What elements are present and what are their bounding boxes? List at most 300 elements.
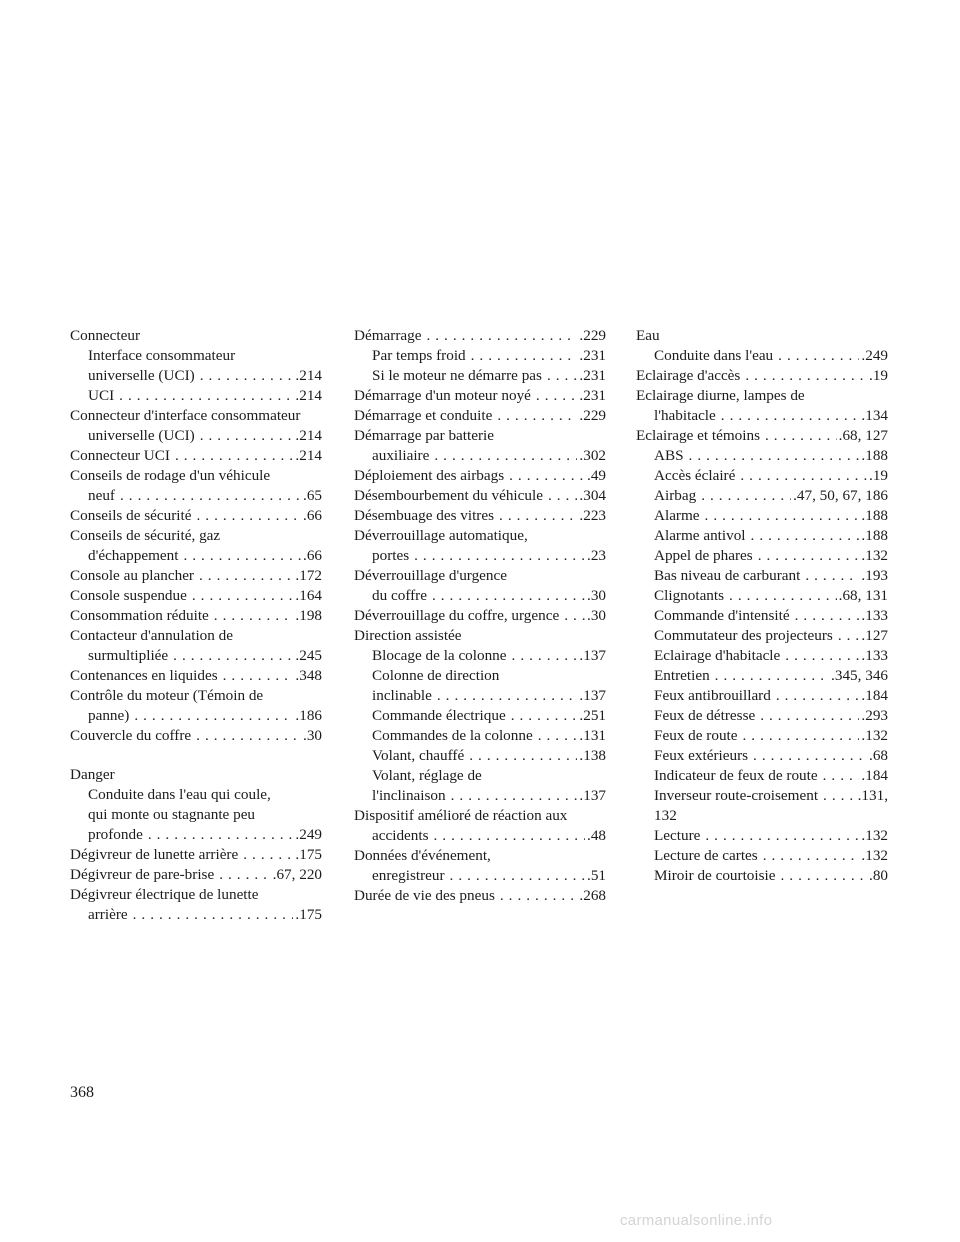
entry-leader-line (636, 426, 888, 446)
index-subentry (636, 506, 888, 526)
index-entry (354, 626, 606, 646)
entry-text: Démarrage d'un moteur noyé (354, 387, 531, 404)
page-reference: .175 (295, 846, 322, 863)
entry-text: Alarme antivol (654, 527, 746, 544)
entry-text: Inverseur route-croisement (654, 787, 819, 804)
index-entry (70, 586, 322, 606)
entry-text: Feux extérieurs (654, 747, 749, 764)
entry-leader-line (354, 546, 606, 566)
entry-text: Console au plancher (70, 567, 194, 584)
dot-leader (199, 566, 293, 586)
page-reference: .80 (869, 867, 888, 884)
page-reference: .304 (579, 487, 606, 504)
index-entry (70, 526, 322, 566)
entry-text: Lecture de cartes (654, 847, 758, 864)
entry-text: Commutateur des projecteurs (654, 627, 833, 644)
index-subentry (636, 606, 888, 626)
entry-text: Dégivreur électrique de lunette (70, 886, 259, 903)
dot-leader (243, 845, 293, 865)
index-entry (354, 566, 606, 606)
dot-leader (785, 646, 859, 666)
entry-leader-line (654, 466, 888, 486)
entry-text: portes (372, 547, 410, 564)
index-subentry (636, 346, 888, 366)
page-reference: .175 (295, 906, 322, 923)
page-reference: .132 (861, 727, 888, 744)
dot-leader (776, 686, 860, 706)
entry-leader-line (654, 786, 888, 806)
index-subentry (636, 466, 888, 486)
dot-leader (763, 846, 860, 866)
page-reference: .132 (861, 847, 888, 864)
entry-text: l'habitacle (654, 407, 716, 424)
entry-text: UCI (88, 387, 115, 404)
page-reference: .127 (861, 627, 888, 644)
page-reference: .293 (861, 707, 888, 724)
index-subentry (636, 706, 888, 726)
entry-text: Données d'événement, (354, 847, 491, 864)
entry-text: accidents (372, 827, 429, 844)
entry-text: Indicateur de feux de route (654, 767, 818, 784)
entry-text: Déverrouillage automatique, (354, 527, 528, 544)
index-entry (354, 386, 606, 406)
index-entry (354, 406, 606, 426)
entry-leader-line (654, 486, 888, 506)
entry-text: Airbag (654, 487, 697, 504)
index-entry (70, 845, 322, 865)
entry-text: Déploiement des airbags (354, 467, 505, 484)
entry-leader-line (70, 546, 322, 566)
entry-text: Déverrouillage du coffre, urgence (354, 607, 560, 624)
entry-leader-line (372, 746, 606, 766)
entry-text: profonde (88, 826, 143, 843)
page-reference: .131, (857, 787, 888, 804)
entry-leader-line (654, 766, 888, 786)
dot-leader (437, 686, 578, 706)
dot-leader (500, 886, 578, 906)
dot-leader (778, 346, 859, 366)
page-reference: .348 (295, 667, 322, 684)
page-reference: .214 (295, 367, 322, 384)
entry-text: Eclairage diurne, lampes de (636, 387, 805, 404)
entry-leader-line (654, 666, 888, 686)
index-entry (636, 326, 888, 346)
entry-text: Accès éclairé (654, 467, 736, 484)
entry-text: universelle (UCI) (88, 367, 195, 384)
entry-text: Démarrage et conduite (354, 407, 493, 424)
index-subentry (636, 866, 888, 886)
dot-leader (715, 666, 829, 686)
page-reference: .193 (861, 567, 888, 584)
index-subentry (636, 746, 888, 766)
index-entry (70, 765, 322, 785)
entry-leader-line (70, 666, 322, 686)
page-reference: .67, 220 (272, 866, 322, 883)
page-reference: .137 (579, 787, 606, 804)
entry-leader-line (70, 865, 322, 885)
dot-leader (538, 726, 578, 746)
index-subentry (354, 726, 606, 746)
dot-leader (223, 666, 294, 686)
entry-text: universelle (UCI) (88, 427, 195, 444)
page-number: 368 (70, 1084, 94, 1101)
entry-leader-line (654, 346, 888, 366)
page-reference: .188 (861, 527, 888, 544)
dot-leader (564, 606, 585, 626)
page-reference: .249 (861, 347, 888, 364)
dot-leader (214, 606, 294, 626)
entry-text: Colonne de direction (372, 667, 500, 684)
page-reference: .66 (303, 507, 322, 524)
entry-text: Commandes de la colonne (372, 727, 533, 744)
dot-leader (497, 406, 577, 426)
entry-leader-line (354, 446, 606, 466)
index-subentry (636, 766, 888, 786)
page-reference: .48 (587, 827, 606, 844)
page-reference: .132 (861, 827, 888, 844)
entry-text: Clignotants (654, 587, 725, 604)
index-subentry (70, 785, 322, 845)
dot-leader (469, 746, 577, 766)
index-entry (354, 606, 606, 626)
entry-text: Conduite dans l'eau (654, 347, 774, 364)
dot-leader (196, 726, 301, 746)
entry-text: Appel de phares (654, 547, 753, 564)
entry-leader-line (354, 386, 606, 406)
dot-leader (743, 726, 860, 746)
entry-text: du coffre (372, 587, 427, 604)
dot-leader (200, 366, 294, 386)
index-entry (70, 666, 322, 686)
page-reference: .30 (303, 727, 322, 744)
index-entry (636, 426, 888, 446)
index-subentry (636, 526, 888, 546)
entry-leader-line (654, 826, 888, 846)
page-reference: .138 (579, 747, 606, 764)
dot-leader (426, 326, 577, 346)
dot-leader (511, 706, 578, 726)
entry-leader-line (88, 366, 322, 386)
dot-leader (701, 486, 791, 506)
entry-leader-line (354, 866, 606, 886)
entry-leader-line (70, 726, 322, 746)
index-entry (354, 806, 606, 846)
dot-leader (414, 546, 585, 566)
entry-text: Connecteur UCI (70, 447, 170, 464)
dot-leader (729, 586, 837, 606)
entry-leader-line (372, 646, 606, 666)
dot-leader (175, 446, 293, 466)
index-entry (70, 446, 322, 466)
page-reference: .223 (579, 507, 606, 524)
index-entry (70, 566, 322, 586)
index-subentry (636, 546, 888, 566)
dot-leader (200, 426, 294, 446)
index-entry (354, 886, 606, 906)
entry-text: Conseils de sécurité, gaz (70, 527, 221, 544)
page-reference: .134 (861, 407, 888, 424)
entry-text: enregistreur (372, 867, 445, 884)
page-reference: .214 (295, 387, 322, 404)
dot-leader (471, 346, 578, 366)
index-entry (636, 366, 888, 386)
entry-text: Eclairage d'accès (636, 367, 741, 384)
entry-text: Direction assistée (354, 627, 462, 644)
entry-text: ABS (654, 447, 684, 464)
dot-leader (434, 826, 586, 846)
dot-leader (705, 506, 860, 526)
page-reference: .19 (869, 367, 888, 384)
page-reference: .198 (295, 607, 322, 624)
entry-text: Commande d'intensité (654, 607, 790, 624)
entry-text: Conseils de sécurité (70, 507, 192, 524)
page-reference: .66 (303, 547, 322, 564)
entry-leader-line (654, 726, 888, 746)
dot-leader (219, 865, 270, 885)
dot-leader (758, 546, 860, 566)
index-subentry (636, 646, 888, 666)
index-subentry (354, 346, 606, 366)
page-reference: .229 (579, 407, 606, 424)
page-reference: .231 (579, 367, 606, 384)
entry-leader-line (70, 646, 322, 666)
entry-text: d'échappement (88, 547, 179, 564)
entry-leader-line (70, 845, 322, 865)
index-entry (70, 686, 322, 726)
dot-leader (173, 646, 293, 666)
dot-leader (450, 866, 585, 886)
entry-leader-line (654, 686, 888, 706)
page-reference: .68, 131 (838, 587, 888, 604)
dot-leader (795, 606, 860, 626)
dot-leader (512, 646, 578, 666)
index-entry (70, 326, 322, 346)
page-reference: .19 (869, 467, 888, 484)
entry-text: l'inclinaison (372, 787, 446, 804)
index-entry (354, 466, 606, 486)
dot-leader (536, 386, 578, 406)
entry-leader-line (372, 726, 606, 746)
entry-text: Déverrouillage d'urgence (354, 567, 507, 584)
page-reference: .172 (295, 567, 322, 584)
entry-leader-line (654, 566, 888, 586)
entry-leader-line (654, 866, 888, 886)
page-reference: .229 (579, 327, 606, 344)
entry-text: Connecteur (70, 327, 141, 344)
entry-text: Dégivreur de pare-brise (70, 866, 215, 883)
entry-leader-line (654, 746, 888, 766)
entry-leader-line (354, 406, 606, 426)
entry-leader-line (354, 826, 606, 846)
entry-text: Conseils de rodage d'un véhicule (70, 467, 271, 484)
index-entry (354, 426, 606, 466)
page-reference: 132 (654, 807, 677, 824)
entry-leader-line (70, 606, 322, 626)
entry-leader-line (372, 686, 606, 706)
index-subentry (354, 366, 606, 386)
entry-leader-line (654, 606, 888, 626)
entry-leader-line (70, 586, 322, 606)
page-reference: .133 (861, 647, 888, 664)
page-reference: .184 (861, 687, 888, 704)
dot-leader (451, 786, 578, 806)
entry-text: Contenances en liquides (70, 667, 218, 684)
entry-leader-line (354, 586, 606, 606)
page-reference: .188 (861, 447, 888, 464)
index-subentry (636, 686, 888, 706)
index-subentry (70, 346, 322, 386)
page-reference: .137 (579, 687, 606, 704)
page-reference: .214 (295, 427, 322, 444)
entry-text: Contrôle du moteur (Témoin de (70, 687, 264, 704)
index-entry (70, 885, 322, 925)
entry-text: Feux de route (654, 727, 738, 744)
index-entry (70, 406, 322, 446)
index-entry (70, 606, 322, 626)
index-subentry (354, 766, 606, 806)
entry-text: Conduite dans l'eau qui coule, (88, 786, 271, 803)
entry-text: Eclairage d'habitacle (654, 647, 781, 664)
dot-leader (548, 486, 577, 506)
entry-text: Couvercle du coffre (70, 727, 192, 744)
index-column-2 (354, 326, 606, 906)
index-subentry (636, 446, 888, 466)
dot-leader (183, 546, 301, 566)
entry-leader-line (70, 566, 322, 586)
entry-text: Entretien (654, 667, 710, 684)
dot-leader (705, 826, 859, 846)
entry-leader-line (354, 606, 606, 626)
page-reference: .65 (303, 487, 322, 504)
page-reference: .164 (295, 587, 322, 604)
entry-leader-line (636, 366, 888, 386)
entry-leader-line (654, 846, 888, 866)
entry-text: neuf (88, 487, 115, 504)
page-reference: .188 (861, 507, 888, 524)
page-reference: .30 (587, 607, 606, 624)
page-reference: .302 (579, 447, 606, 464)
index-subentry (636, 626, 888, 646)
dot-leader (134, 706, 293, 726)
index-entry (636, 386, 888, 426)
entry-text: Démarrage par batterie (354, 427, 494, 444)
dot-leader (432, 586, 585, 606)
entry-text: Eau (636, 327, 660, 344)
dot-leader (434, 446, 577, 466)
page-reference: .68 (869, 747, 888, 764)
index-entry (354, 506, 606, 526)
entry-text: Contacteur d'annulation de (70, 627, 233, 644)
dot-leader (823, 766, 860, 786)
index-entry (354, 846, 606, 886)
entry-text: Feux de détresse (654, 707, 756, 724)
entry-text: inclinable (372, 687, 432, 704)
page-reference: .51 (587, 867, 606, 884)
page-reference: .249 (295, 826, 322, 843)
dot-leader (547, 366, 577, 386)
entry-text: Par temps froid (372, 347, 466, 364)
page-reference: .131 (579, 727, 606, 744)
entry-text: Bas niveau de carburant (654, 567, 801, 584)
entry-leader-line (70, 905, 322, 925)
entry-text: Durée de vie des pneus (354, 887, 495, 904)
page-reference: .47, 50, 67, 186 (793, 487, 888, 504)
entry-text: Désembuage des vitres (354, 507, 495, 524)
entry-text: Dégivreur de lunette arrière (70, 846, 239, 863)
dot-leader (760, 706, 859, 726)
entry-leader-line (70, 506, 322, 526)
entry-leader-line (354, 486, 606, 506)
index-subentry (70, 386, 322, 406)
entry-text: Connecteur d'interface consommateur (70, 407, 301, 424)
index-subentry (354, 646, 606, 666)
entry-text: qui monte ou stagnante peu (88, 806, 256, 823)
index-subentry (354, 666, 606, 706)
entry-text: Volant, réglage de (372, 767, 482, 784)
entry-leader-line (654, 506, 888, 526)
index-subentry (354, 746, 606, 766)
entry-text: Alarme (654, 507, 700, 524)
dot-leader (838, 626, 860, 646)
index-subentry (636, 786, 888, 826)
index-entry (70, 466, 322, 506)
index-entry (354, 486, 606, 506)
entry-text: Interface consommateur (88, 347, 236, 364)
dot-leader (120, 486, 301, 506)
index-entry (70, 506, 322, 526)
entry-leader-line (654, 706, 888, 726)
entry-text: panne) (88, 707, 130, 724)
dot-leader (780, 866, 867, 886)
entry-leader-line (88, 825, 322, 845)
dot-leader (805, 566, 859, 586)
page-reference: .214 (295, 447, 322, 464)
entry-leader-line (354, 466, 606, 486)
entry-text: Console suspendue (70, 587, 187, 604)
page-reference: .132 (861, 547, 888, 564)
entry-text: surmultipliée (88, 647, 169, 664)
entry-leader-line (654, 446, 888, 466)
entry-text: Démarrage (354, 327, 422, 344)
page-reference: .251 (579, 707, 606, 724)
entry-leader-line (70, 486, 322, 506)
page-reference: .186 (295, 707, 322, 724)
entry-leader-line (354, 326, 606, 346)
dot-leader (148, 825, 294, 845)
page-reference: .133 (861, 607, 888, 624)
index-subentry (636, 826, 888, 846)
dot-leader (509, 466, 585, 486)
index-subentry (354, 706, 606, 726)
entry-leader-line (354, 886, 606, 906)
entry-leader-line (654, 626, 888, 646)
page-reference: .231 (579, 347, 606, 364)
entry-leader-line (372, 346, 606, 366)
entry-text: Miroir de courtoisie (654, 867, 776, 884)
entry-text: Commande électrique (372, 707, 506, 724)
page-reference: .23 (587, 547, 606, 564)
index-entry (70, 726, 322, 746)
entry-text: Désembourbement du véhicule (354, 487, 543, 504)
index-subentry (636, 726, 888, 746)
entry-text: Blocage de la colonne (372, 647, 507, 664)
entry-leader-line (372, 366, 606, 386)
index-column-3 (636, 326, 888, 886)
dot-leader (740, 466, 867, 486)
dot-leader (751, 526, 860, 546)
page-reference: .30 (587, 587, 606, 604)
page-reference: .345, 346 (831, 667, 888, 684)
